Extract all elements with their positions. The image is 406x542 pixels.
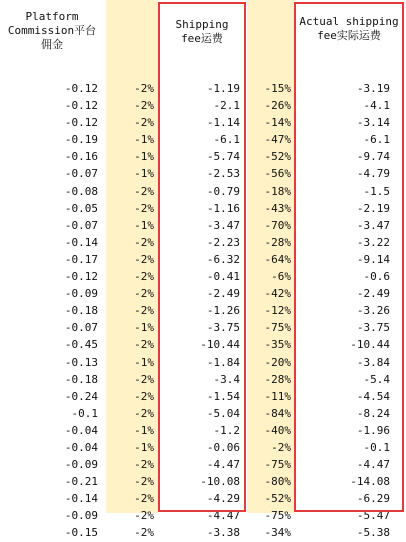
cell-commission-percent: -2% bbox=[134, 252, 154, 266]
cell-platform-commission: -0.13 bbox=[64, 355, 98, 369]
cell-platform-commission: -0.18 bbox=[64, 304, 98, 318]
cell-actual-shipping-fee: -4.79 bbox=[356, 167, 390, 181]
cell-shipping-fee: -2.53 bbox=[206, 167, 240, 181]
cell-shipping-fee: -1.14 bbox=[206, 116, 240, 130]
cell-commission-percent: -2% bbox=[134, 475, 154, 489]
cell-platform-commission: -0.12 bbox=[64, 99, 98, 113]
cell-commission-percent: -1% bbox=[134, 355, 154, 369]
cell-actual-shipping-fee: -3.19 bbox=[356, 82, 390, 95]
cell-platform-commission: -0.12 bbox=[64, 270, 98, 284]
cell-actual-shipping-fee: -9.74 bbox=[356, 150, 390, 164]
header-actual-shipping-fee: Actual shipping fee实际运费 bbox=[299, 15, 399, 42]
cell-shipping-fee: -4.47 bbox=[206, 458, 240, 472]
cell-shipping-fee: -3.38 bbox=[206, 526, 240, 540]
cell-actual-shipping-fee: -3.75 bbox=[356, 321, 390, 335]
actual-shipping-fee-highlight-box bbox=[294, 2, 404, 512]
cell-shipping-fee: -1.2 bbox=[213, 423, 240, 437]
cell-shipping-percent: -6% bbox=[271, 270, 291, 284]
cell-shipping-percent: -64% bbox=[264, 252, 291, 266]
cell-commission-percent: -2% bbox=[134, 235, 154, 249]
header-platform-commission: Platform Commission平台 佣金 bbox=[7, 10, 97, 51]
cell-shipping-fee: -1.16 bbox=[206, 201, 240, 215]
cell-commission-percent: -2% bbox=[134, 509, 154, 523]
cell-actual-shipping-fee: -5.47 bbox=[356, 509, 390, 523]
cell-shipping-fee: -1.84 bbox=[206, 355, 240, 369]
cell-shipping-percent: -52% bbox=[264, 492, 291, 506]
cell-shipping-fee: -5.04 bbox=[206, 406, 240, 420]
cell-platform-commission: -0.04 bbox=[64, 440, 98, 454]
cell-platform-commission: -0.17 bbox=[64, 252, 98, 266]
cell-actual-shipping-fee: -3.84 bbox=[356, 355, 390, 369]
cell-actual-shipping-fee: -9.14 bbox=[356, 252, 390, 266]
cell-actual-shipping-fee: -4.1 bbox=[363, 99, 390, 113]
cell-platform-commission: -0.07 bbox=[64, 321, 98, 335]
cell-shipping-percent: -28% bbox=[264, 235, 291, 249]
cell-shipping-fee: -4.47 bbox=[206, 509, 240, 523]
cell-shipping-percent: -26% bbox=[264, 99, 291, 113]
cell-platform-commission: -0.09 bbox=[64, 509, 98, 523]
cell-shipping-percent: -20% bbox=[264, 355, 291, 369]
cell-platform-commission: -0.04 bbox=[64, 423, 98, 437]
cell-actual-shipping-fee: -2.49 bbox=[356, 287, 390, 301]
cell-commission-percent: -2% bbox=[134, 338, 154, 352]
cell-commission-percent: -2% bbox=[134, 184, 154, 198]
cell-commission-percent: -2% bbox=[134, 82, 154, 95]
cell-actual-shipping-fee: -4.54 bbox=[356, 389, 390, 403]
cell-shipping-percent: -75% bbox=[264, 458, 291, 472]
cell-shipping-fee: -10.08 bbox=[200, 475, 240, 489]
cell-shipping-percent: -28% bbox=[264, 372, 291, 386]
cell-platform-commission: -0.07 bbox=[64, 167, 98, 181]
cell-shipping-fee: -0.06 bbox=[206, 440, 240, 454]
cell-commission-percent: -2% bbox=[134, 372, 154, 386]
cell-shipping-percent: -75% bbox=[264, 321, 291, 335]
cell-shipping-fee: -3.47 bbox=[206, 218, 240, 232]
cell-commission-percent: -2% bbox=[134, 492, 154, 506]
table-row bbox=[0, 524, 406, 541]
cell-actual-shipping-fee: -6.29 bbox=[356, 492, 390, 506]
cell-commission-percent: -1% bbox=[134, 440, 154, 454]
cell-platform-commission: -0.14 bbox=[64, 492, 98, 506]
cell-platform-commission: -0.08 bbox=[64, 184, 98, 198]
cell-shipping-fee: -2.1 bbox=[213, 99, 240, 113]
cell-actual-shipping-fee: -5.4 bbox=[363, 372, 390, 386]
cell-shipping-fee: -6.32 bbox=[206, 252, 240, 266]
cell-actual-shipping-fee: -5.38 bbox=[356, 526, 390, 540]
cell-actual-shipping-fee: -0.1 bbox=[363, 440, 390, 454]
cell-shipping-percent: -52% bbox=[264, 150, 291, 164]
cell-platform-commission: -0.15 bbox=[64, 526, 98, 540]
cell-actual-shipping-fee: -8.24 bbox=[356, 406, 390, 420]
cell-commission-percent: -2% bbox=[134, 526, 154, 540]
cell-actual-shipping-fee: -3.47 bbox=[356, 218, 390, 232]
cell-commission-percent: -1% bbox=[134, 423, 154, 437]
cell-shipping-fee: -1.26 bbox=[206, 304, 240, 318]
cell-shipping-percent: -70% bbox=[264, 218, 291, 232]
cell-shipping-percent: -12% bbox=[264, 304, 291, 318]
cell-shipping-percent: -11% bbox=[264, 389, 291, 403]
cell-shipping-percent: -75% bbox=[264, 509, 291, 523]
cell-shipping-fee: -5.74 bbox=[206, 150, 240, 164]
cell-shipping-percent: -42% bbox=[264, 287, 291, 301]
cell-actual-shipping-fee: -3.14 bbox=[356, 116, 390, 130]
cell-shipping-percent: -80% bbox=[264, 475, 291, 489]
cell-commission-percent: -2% bbox=[134, 389, 154, 403]
cell-shipping-fee: -6.1 bbox=[213, 133, 240, 147]
cell-actual-shipping-fee: -1.96 bbox=[356, 423, 390, 437]
cell-platform-commission: -0.18 bbox=[64, 372, 98, 386]
cell-shipping-percent: -47% bbox=[264, 133, 291, 147]
cell-shipping-fee: -3.75 bbox=[206, 321, 240, 335]
cell-shipping-fee: -2.49 bbox=[206, 287, 240, 301]
cell-commission-percent: -1% bbox=[134, 218, 154, 232]
cell-platform-commission: -0.19 bbox=[64, 133, 98, 147]
cell-platform-commission: -0.09 bbox=[64, 287, 98, 301]
cell-actual-shipping-fee: -6.1 bbox=[363, 133, 390, 147]
cell-platform-commission: -0.09 bbox=[64, 458, 98, 472]
cell-shipping-fee: -4.29 bbox=[206, 492, 240, 506]
cell-shipping-percent: -34% bbox=[264, 526, 291, 540]
cell-commission-percent: -2% bbox=[134, 99, 154, 113]
cell-shipping-percent: -56% bbox=[264, 167, 291, 181]
cell-shipping-fee: -10.44 bbox=[200, 338, 240, 352]
cell-shipping-percent: -14% bbox=[264, 116, 291, 130]
cell-shipping-percent: -40% bbox=[264, 423, 291, 437]
cell-shipping-percent: -35% bbox=[264, 338, 291, 352]
cell-commission-percent: -1% bbox=[134, 167, 154, 181]
cell-platform-commission: -0.05 bbox=[64, 201, 98, 215]
cell-shipping-fee: -0.79 bbox=[206, 184, 240, 198]
cell-platform-commission: -0.21 bbox=[64, 475, 98, 489]
cell-platform-commission: -0.45 bbox=[64, 338, 98, 352]
cell-commission-percent: -2% bbox=[134, 304, 154, 318]
cell-shipping-percent: -18% bbox=[264, 184, 291, 198]
cell-shipping-fee: -3.4 bbox=[213, 372, 240, 386]
cell-shipping-fee: -2.23 bbox=[206, 235, 240, 249]
cell-commission-percent: -2% bbox=[134, 270, 154, 284]
cell-actual-shipping-fee: -14.08 bbox=[350, 475, 390, 489]
cell-platform-commission: -0.12 bbox=[64, 82, 98, 95]
shipping-fee-highlight-box bbox=[158, 2, 246, 512]
header-shipping-fee: Shipping fee运费 bbox=[175, 18, 229, 45]
cell-shipping-percent: -2% bbox=[271, 440, 291, 454]
cell-commission-percent: -2% bbox=[134, 287, 154, 301]
cell-commission-percent: -1% bbox=[134, 321, 154, 335]
cell-commission-percent: -2% bbox=[134, 458, 154, 472]
cell-commission-percent: -1% bbox=[134, 133, 154, 147]
cell-platform-commission: -0.1 bbox=[71, 406, 98, 420]
cell-platform-commission: -0.07 bbox=[64, 218, 98, 232]
cell-commission-percent: -1% bbox=[134, 150, 154, 164]
cell-actual-shipping-fee: -3.22 bbox=[356, 235, 390, 249]
cell-platform-commission: -0.12 bbox=[64, 116, 98, 130]
cell-shipping-fee: -1.54 bbox=[206, 389, 240, 403]
cell-actual-shipping-fee: -0.6 bbox=[363, 270, 390, 284]
cell-commission-percent: -2% bbox=[134, 201, 154, 215]
cell-actual-shipping-fee: -3.26 bbox=[356, 304, 390, 318]
cell-actual-shipping-fee: -10.44 bbox=[350, 338, 390, 352]
cell-commission-percent: -2% bbox=[134, 116, 154, 130]
cell-platform-commission: -0.24 bbox=[64, 389, 98, 403]
cell-shipping-fee: -1.19 bbox=[206, 82, 240, 95]
cell-actual-shipping-fee: -4.47 bbox=[356, 458, 390, 472]
cell-actual-shipping-fee: -1.5 bbox=[363, 184, 390, 198]
cell-shipping-fee: -0.41 bbox=[206, 270, 240, 284]
cell-platform-commission: -0.14 bbox=[64, 235, 98, 249]
cell-shipping-percent: -84% bbox=[264, 406, 291, 420]
cell-actual-shipping-fee: -2.19 bbox=[356, 201, 390, 215]
cell-platform-commission: -0.16 bbox=[64, 150, 98, 164]
cell-shipping-percent: -43% bbox=[264, 201, 291, 215]
cell-shipping-percent: -15% bbox=[264, 82, 291, 95]
cell-commission-percent: -2% bbox=[134, 406, 154, 420]
